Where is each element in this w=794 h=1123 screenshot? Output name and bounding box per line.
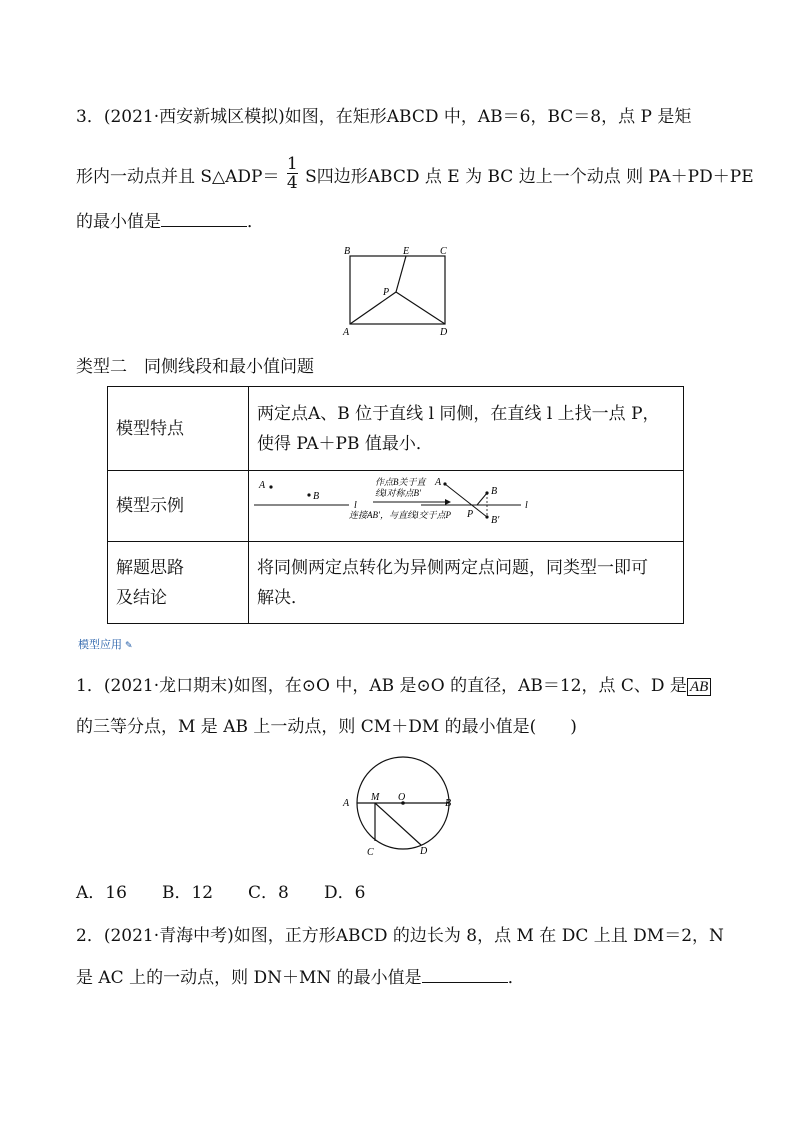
- fraction: [287, 155, 298, 192]
- answer-blank[interactable]: [422, 968, 508, 983]
- table-value-example: [249, 471, 684, 542]
- ex-label-l: l: [354, 500, 357, 511]
- fig-label-b: B: [344, 246, 351, 257]
- arrow-caption-3: 连接AB′，与直线l交于点P: [349, 510, 451, 520]
- model-example-figure: [249, 471, 669, 531]
- arc-ab: AB: [687, 678, 711, 696]
- option-d[interactable]: D．6: [324, 883, 366, 903]
- ex2-label-a: A: [435, 477, 442, 488]
- circle-figure: [338, 753, 468, 863]
- table-row: [108, 471, 684, 542]
- table-row: [108, 387, 684, 471]
- circle-label-a: A: [343, 798, 350, 809]
- arrow-caption-2: 线l对称点B′: [375, 488, 421, 498]
- tag-label: 模型应用: [78, 638, 122, 651]
- circle-label-o: O: [398, 792, 406, 803]
- q3-line3-text: 的最小值是: [76, 212, 161, 232]
- ex2-label-b-prime: B′: [491, 515, 500, 526]
- answer-blank[interactable]: [161, 212, 247, 227]
- fig-label-a: A: [343, 327, 350, 338]
- q3-line2: [76, 154, 754, 196]
- arrow-caption-1: 作点B关于直: [375, 477, 426, 487]
- option-c[interactable]: C．8: [248, 883, 289, 903]
- q1-options: [76, 882, 365, 904]
- q1-line1: [76, 675, 711, 698]
- option-a[interactable]: A．16: [76, 883, 127, 903]
- circle-label-m: M: [371, 792, 380, 803]
- fig-label-e: E: [403, 246, 410, 257]
- tag-icon: ✎: [125, 641, 133, 651]
- approach-key-line1: 解题思路: [116, 557, 184, 578]
- option-b[interactable]: B．12: [162, 883, 214, 903]
- q2-line2: [76, 967, 525, 989]
- approach-line2: 解决．: [257, 587, 308, 608]
- q3-line2-b: S四边形ABCD 点 E 为 BC 边上一个动点 则 PA＋PD＋PE: [305, 167, 754, 187]
- model-table: [107, 386, 684, 624]
- table-row: [108, 542, 684, 624]
- features-line1: 两定点A、B 位于直线 l 同侧，在直线 l 上找一点 P，: [257, 403, 660, 424]
- table-value-features: [249, 387, 684, 471]
- fraction-numerator: 1: [286, 154, 298, 174]
- fig-label-d: D: [440, 327, 448, 338]
- q2-line2-end: ．: [507, 968, 525, 988]
- model-application-tag: [78, 636, 133, 652]
- table-key-features: 模型特点: [108, 387, 249, 471]
- table-key-example: 模型示例: [108, 471, 249, 542]
- table-key-approach: [108, 542, 249, 624]
- section-title: 类型二 同侧线段和最小值问题: [76, 357, 314, 377]
- fig-label-p: P: [383, 287, 390, 298]
- circle-label-d: D: [420, 846, 428, 857]
- q1-line1-text: 1．(2021·龙口期末)如图，在⊙O 中，AB 是⊙O 的直径，AB＝12，点 C、D 是: [76, 676, 687, 696]
- ex2-label-l: l: [525, 500, 528, 511]
- approach-key-line2: 及结论: [116, 587, 167, 608]
- q3-line2-a: 形内一动点并且 S△ADP＝: [76, 167, 280, 187]
- approach-line1: 将同侧两定点转化为异侧两定点问题，同类型一即可: [257, 557, 648, 578]
- arrow-right-icon: [445, 499, 451, 505]
- q3-line3-end: ．: [247, 212, 264, 232]
- q3-line3: [76, 211, 264, 233]
- ex2-label-b: B: [491, 486, 498, 497]
- rectangle-figure: [340, 243, 460, 343]
- q2-line2-text: 是 AC 上的一动点，则 DN＋MN 的最小值是: [76, 968, 422, 988]
- fraction-denominator: 4: [286, 173, 298, 193]
- q1-line2: 的三等分点，M 是 AB 上一动点，则 CM＋DM 的最小值是( ): [76, 717, 577, 737]
- ex2-label-p: P: [467, 509, 474, 520]
- circle-label-c: C: [367, 847, 374, 858]
- fig-label-c: C: [440, 246, 447, 257]
- q3-line1: 3．(2021·西安新城区模拟)如图，在矩形ABCD 中，AB＝6，BC＝8，点 P 是矩: [76, 107, 692, 127]
- ex-label-b: B: [313, 491, 320, 502]
- features-line2: 使得 PA＋PB 值最小．: [257, 433, 433, 454]
- table-value-approach: [249, 542, 684, 624]
- circle-label-b: B: [445, 798, 452, 809]
- q2-line1: 2．(2021·青海中考)如图，正方形ABCD 的边长为 8，点 M 在 DC 上且 DM＝2，N: [76, 926, 724, 946]
- ex-label-a: A: [259, 480, 266, 491]
